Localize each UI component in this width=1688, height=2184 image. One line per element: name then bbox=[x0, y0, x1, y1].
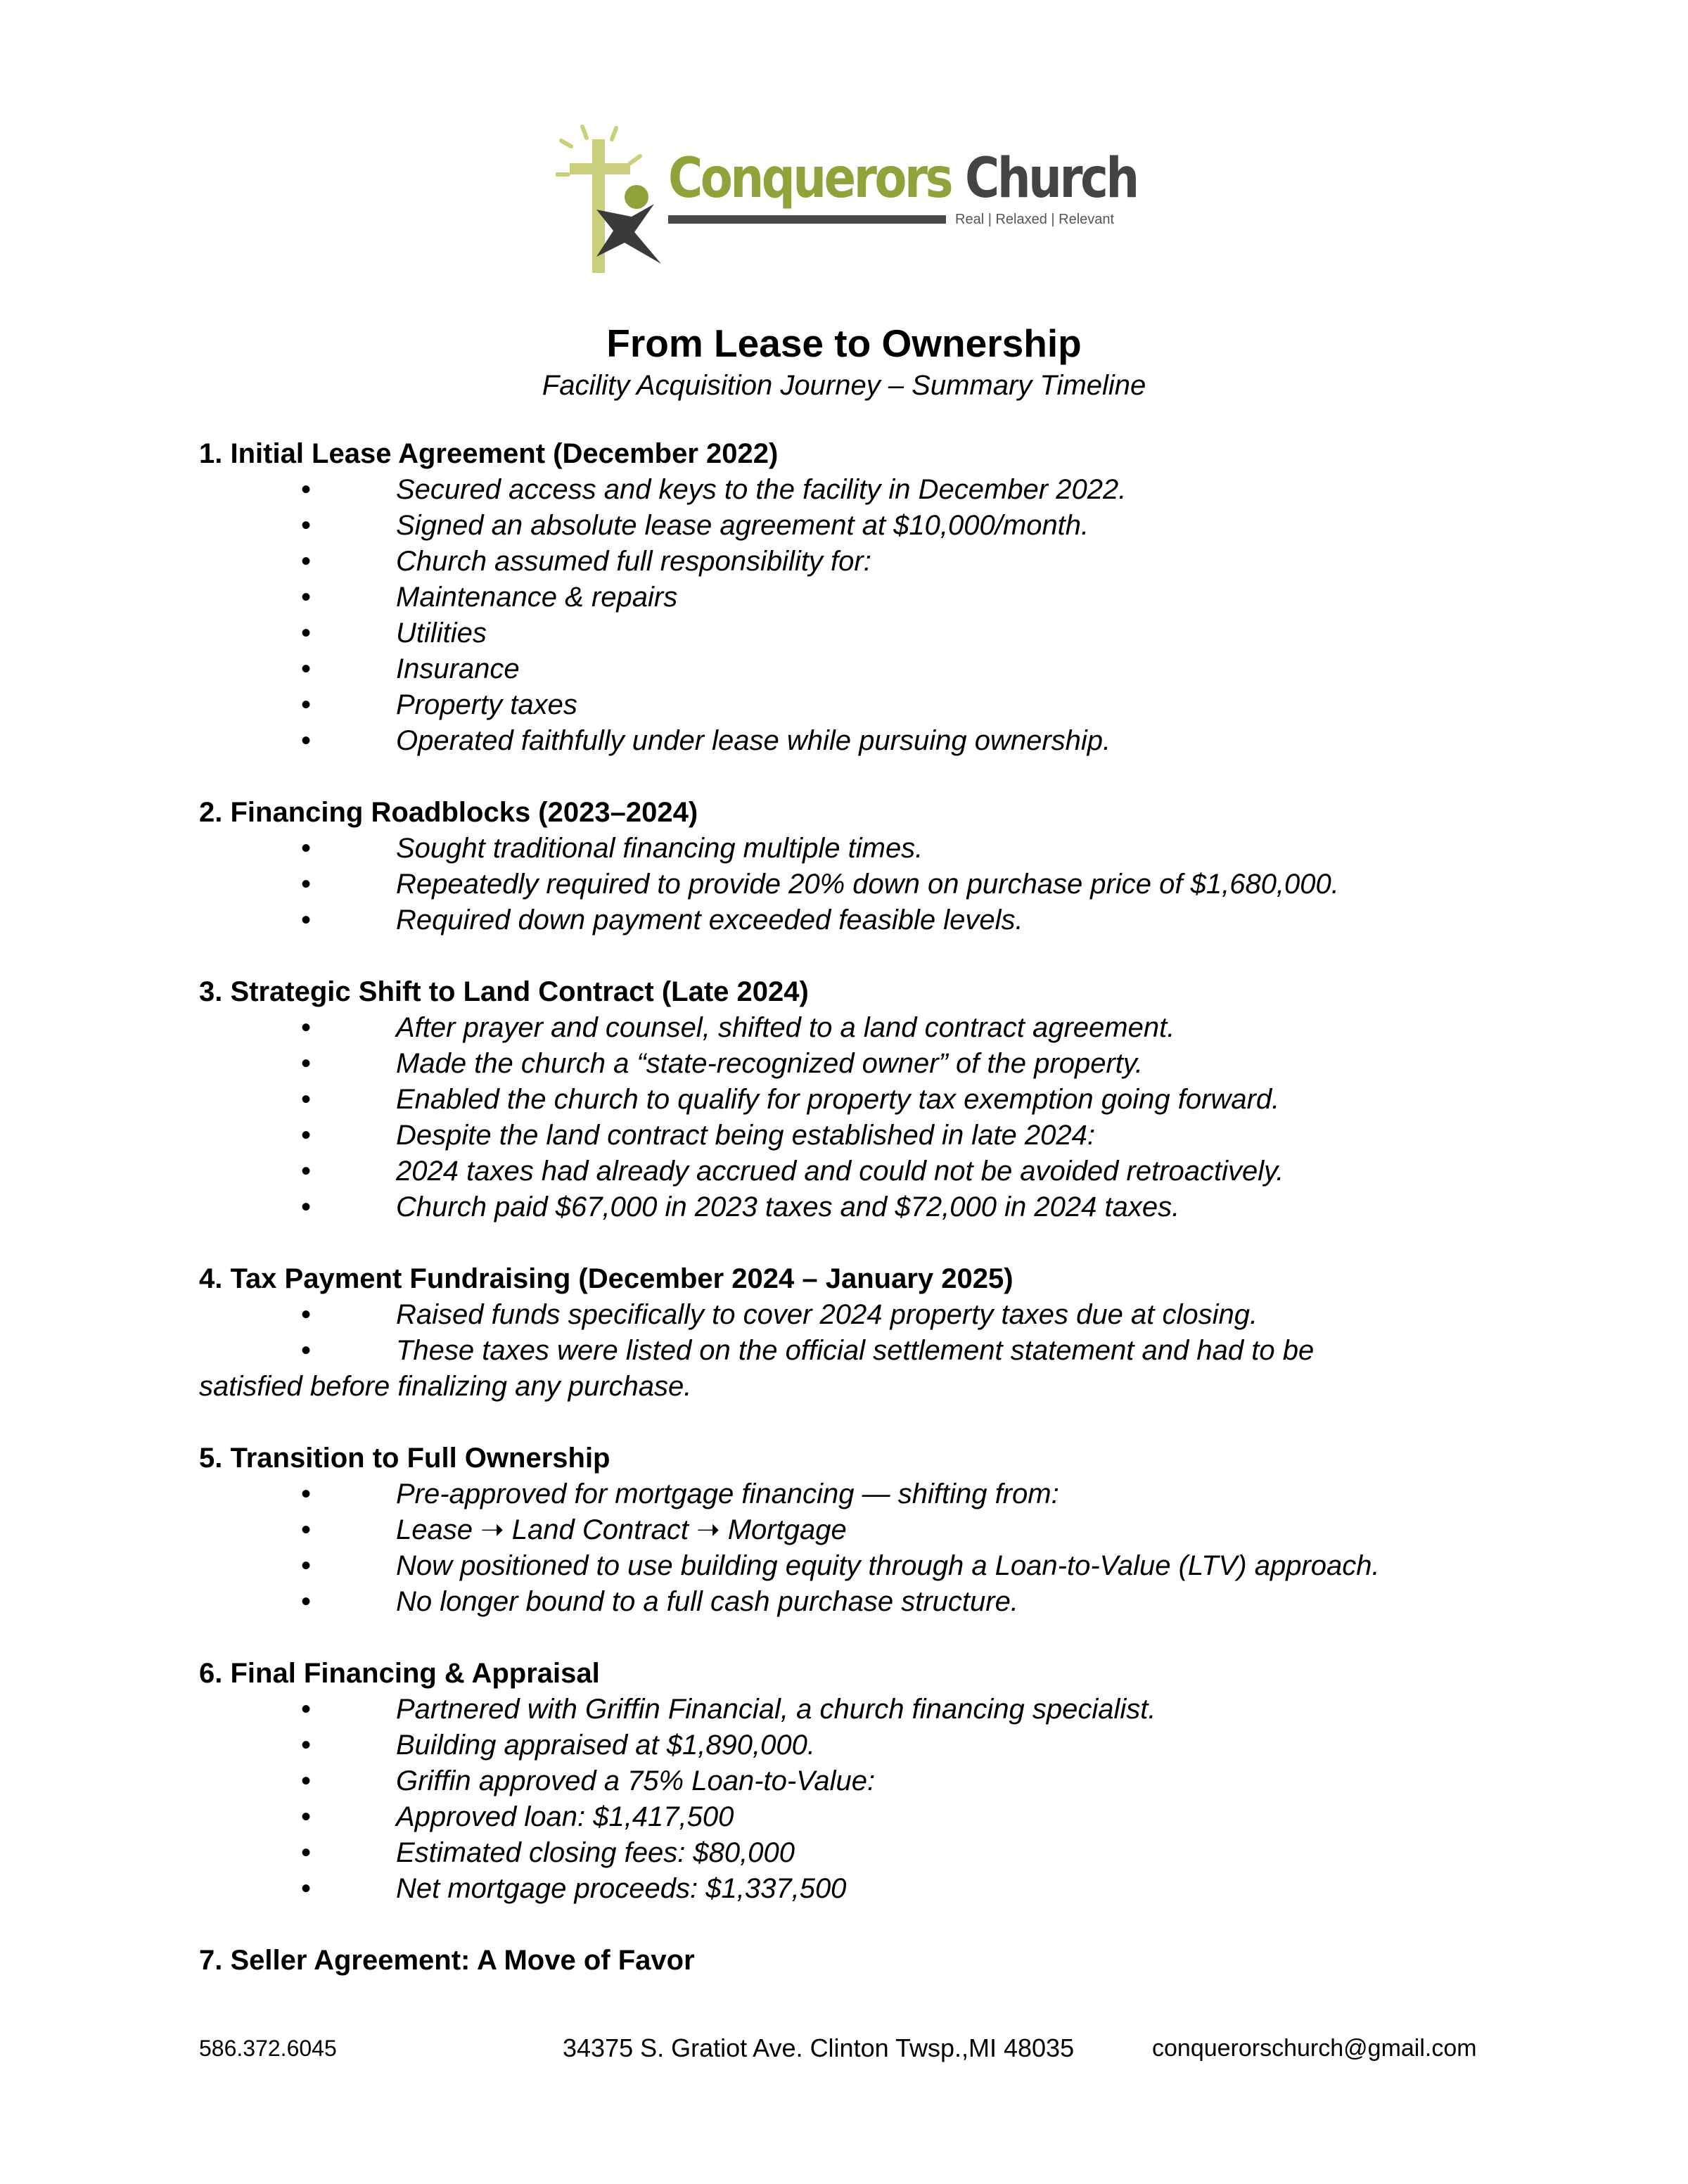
cross-figure-icon bbox=[556, 120, 675, 281]
timeline-content bbox=[199, 436, 1535, 1979]
bullet-list bbox=[199, 1692, 1535, 1907]
bullet-icon: • bbox=[301, 1694, 312, 1725]
list-item: • No longer bound to a full cash purchase structure. bbox=[199, 1584, 1535, 1620]
list-item: • After prayer and counsel, shifted to a land contract agreement. bbox=[199, 1010, 1535, 1046]
section-final-financing bbox=[199, 1656, 1535, 1907]
list-item: • Pre-approved for mortgage financing — shifting from: bbox=[199, 1476, 1535, 1512]
bullet-list bbox=[199, 831, 1535, 938]
bullet-icon: • bbox=[301, 833, 312, 864]
bullet-icon: • bbox=[301, 1479, 312, 1509]
list-item: • Utilities bbox=[199, 615, 1535, 651]
bullet-list bbox=[199, 1476, 1535, 1620]
section-seller-agreement bbox=[199, 1943, 1535, 1979]
bullet-icon: • bbox=[301, 1837, 312, 1868]
page-subtitle: Facility Acquisition Journey – Summary Timeline bbox=[542, 370, 1146, 401]
section-heading: 1. Initial Lease Agreement (December 2022) bbox=[199, 438, 779, 469]
bullet-icon: • bbox=[301, 869, 312, 900]
bullet-icon: • bbox=[301, 1335, 312, 1366]
bullet-icon: • bbox=[301, 1801, 312, 1832]
bullet-icon: • bbox=[301, 1120, 312, 1151]
list-item: • Approved loan: $1,417,500 bbox=[199, 1799, 1535, 1835]
list-item: • Insurance bbox=[199, 651, 1535, 687]
bullet-icon: • bbox=[301, 1299, 312, 1330]
list-item: • Made the church a “state-recognized owner” of the property. bbox=[199, 1046, 1535, 1082]
page-title: From Lease to Ownership bbox=[606, 321, 1082, 365]
section-land-contract bbox=[199, 974, 1535, 1225]
footer-phone: 586.372.6045 bbox=[199, 2036, 337, 2061]
section-heading: 4. Tax Payment Fundraising (December 2024 – January 2025) bbox=[199, 1263, 1014, 1294]
footer-address: 34375 S. Gratiot Ave. Clinton Twsp.,MI 48035 bbox=[563, 2033, 1075, 2062]
list-item: • Church assumed full responsibility for: bbox=[199, 544, 1535, 580]
section-financing-roadblocks bbox=[199, 795, 1535, 938]
list-item: • Repeatedly required to provide 20% down on purchase price of $1,680,000. bbox=[199, 867, 1535, 902]
list-item: • Church paid $67,000 in 2023 taxes and $72,000 in 2024 taxes. bbox=[199, 1189, 1535, 1225]
section-heading: 2. Financing Roadblocks (2023–2024) bbox=[199, 797, 698, 828]
section-heading: 7. Seller Agreement: A Move of Favor bbox=[199, 1945, 695, 1976]
bullet-icon: • bbox=[301, 582, 312, 613]
list-item: • Lease ➝ Land Contract ➝ Mortgage bbox=[199, 1512, 1535, 1548]
bullet-icon: • bbox=[301, 510, 312, 541]
bullet-icon: • bbox=[301, 1192, 312, 1222]
bullet-icon: • bbox=[301, 725, 312, 756]
bullet-icon: • bbox=[301, 689, 312, 720]
section-initial-lease bbox=[199, 436, 1535, 759]
list-item: • Griffin approved a 75% Loan-to-Value: bbox=[199, 1763, 1535, 1799]
list-item: • Net mortgage proceeds: $1,337,500 bbox=[199, 1871, 1535, 1907]
bullet-icon: • bbox=[301, 1012, 312, 1043]
list-item: • These taxes were listed on the official settlement statement and had to be satisfied before finalizing any purchase. bbox=[199, 1333, 1535, 1405]
list-item: • Despite the land contract being established in late 2024: bbox=[199, 1118, 1535, 1154]
bullet-icon: • bbox=[301, 474, 312, 505]
list-item: • Operated faithfully under lease while pursuing ownership. bbox=[199, 723, 1535, 759]
list-item: • Building appraised at $1,890,000. bbox=[199, 1728, 1535, 1763]
footer-email: conquerorschurch@gmail.com bbox=[1152, 2035, 1477, 2062]
list-item: • Required down payment exceeded feasible levels. bbox=[199, 902, 1535, 938]
bullet-icon: • bbox=[301, 1765, 312, 1796]
bullet-icon: • bbox=[301, 1586, 312, 1617]
list-item: • Property taxes bbox=[199, 687, 1535, 723]
list-item: • 2024 taxes had already accrued and could not be avoided retroactively. bbox=[199, 1154, 1535, 1189]
logo-word-church: Church bbox=[965, 147, 1137, 210]
list-item: • Partnered with Griffin Financial, a church financing specialist. bbox=[199, 1692, 1535, 1728]
logo-word-conquerors: Conquerors bbox=[668, 147, 952, 210]
church-logo bbox=[556, 120, 1139, 281]
bullet-icon: • bbox=[301, 1514, 312, 1545]
bullet-list bbox=[199, 472, 1535, 759]
section-tax-fundraising bbox=[199, 1261, 1535, 1405]
bullet-icon: • bbox=[301, 618, 312, 649]
section-full-ownership bbox=[199, 1441, 1535, 1620]
section-heading: 5. Transition to Full Ownership bbox=[199, 1443, 610, 1474]
list-item: • Enabled the church to qualify for property tax exemption going forward. bbox=[199, 1082, 1535, 1118]
bullet-icon: • bbox=[301, 905, 312, 935]
logo-tagline: Real | Relaxed | Relevant bbox=[955, 212, 1115, 227]
list-item: • Secured access and keys to the facility in December 2022. bbox=[199, 472, 1535, 508]
bullet-icon: • bbox=[301, 1873, 312, 1904]
bullet-list bbox=[199, 1010, 1535, 1225]
bullet-icon: • bbox=[301, 1550, 312, 1581]
section-heading: 3. Strategic Shift to Land Contract (Late 2024) bbox=[199, 976, 809, 1007]
list-item: • Estimated closing fees: $80,000 bbox=[199, 1835, 1535, 1871]
list-item: • Maintenance & repairs bbox=[199, 580, 1535, 615]
bullet-icon: • bbox=[301, 1084, 312, 1115]
bullet-icon: • bbox=[301, 546, 312, 577]
logo-underline bbox=[668, 215, 946, 224]
list-item: • Now positioned to use building equity through a Loan-to-Value (LTV) approach. bbox=[199, 1548, 1535, 1584]
section-heading: 6. Final Financing & Appraisal bbox=[199, 1658, 600, 1689]
list-item: • Raised funds specifically to cover 2024 property taxes due at closing. bbox=[199, 1297, 1535, 1333]
logo-wordmark bbox=[668, 147, 1137, 210]
bullet-icon: • bbox=[301, 653, 312, 684]
bullet-list bbox=[199, 1297, 1535, 1405]
bullet-icon: • bbox=[301, 1048, 312, 1079]
list-item: • Sought traditional financing multiple times. bbox=[199, 831, 1535, 867]
bullet-icon: • bbox=[301, 1156, 312, 1187]
bullet-icon: • bbox=[301, 1730, 312, 1761]
list-item: • Signed an absolute lease agreement at $10,000/month. bbox=[199, 508, 1535, 544]
